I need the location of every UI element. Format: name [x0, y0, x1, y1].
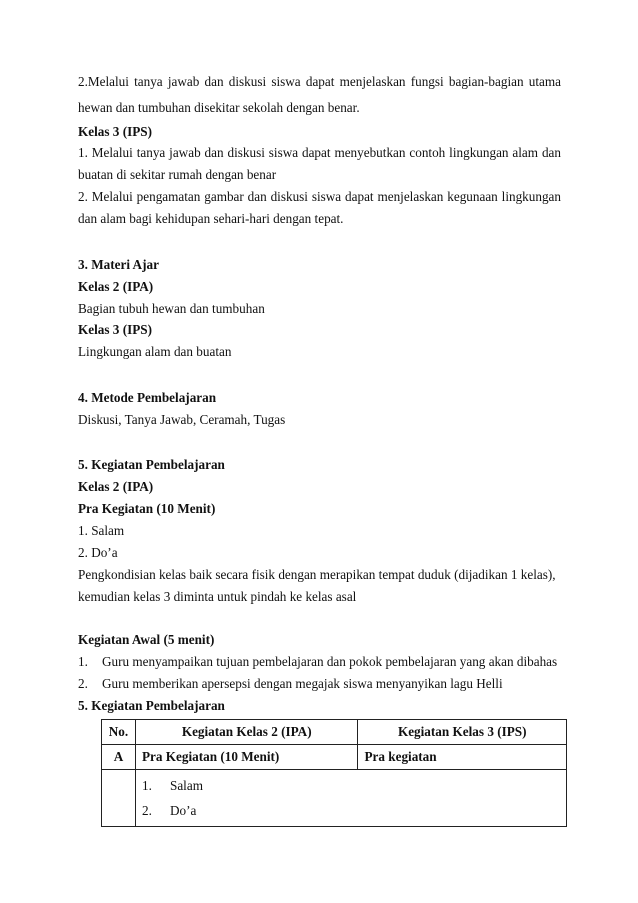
class-heading: Kelas 3 (IPS): [78, 322, 152, 337]
objective-line: 2. Melalui pengamatan gambar dan diskusi siswa dapat menjelaskan kegunaan lingkungan: [78, 189, 561, 204]
item-text: Do’a: [169, 803, 197, 818]
class-heading: Kelas 3 (IPS): [78, 124, 152, 139]
materi-text: Lingkungan alam dan buatan: [78, 344, 232, 359]
item-number: 2.: [78, 676, 88, 691]
activity-table: [101, 719, 567, 827]
list-item: 1. Salam: [78, 523, 125, 538]
item-text: Guru memberikan apersepsi dengan megajak siswa menyanyikan lagu Helli: [102, 676, 503, 691]
item-number: 2.: [141, 803, 152, 818]
section-heading-kegiatan: 5. Kegiatan Pembelajaran: [78, 457, 225, 472]
cell-kelas-3: Pra kegiatan: [358, 745, 567, 770]
materi-text: Bagian tubuh hewan dan tumbuhan: [78, 301, 265, 316]
section-heading-materi: 3. Materi Ajar: [78, 257, 159, 272]
item-text: Guru menyampaikan tujuan pembelajaran dan pokok pembelajaran yang akan dibahas: [102, 654, 558, 669]
row-number-empty: [102, 770, 136, 827]
section-heading-kegiatan: 5. Kegiatan Pembelajaran: [78, 698, 225, 713]
objective-line: 2.Melalui tanya jawab dan diskusi siswa dapat menjelaskan fungsi bagian-bagian utama: [78, 74, 561, 89]
subheading-kegiatan-awal: Kegiatan Awal (5 menit): [78, 632, 215, 647]
item-text: Salam: [169, 778, 203, 793]
class-heading: Kelas 2 (IPA): [78, 479, 154, 494]
cell-sub-items: [135, 770, 566, 827]
list-item: 2. Do’a: [78, 545, 118, 560]
header-no: No.: [102, 720, 136, 745]
objective-line: dan alam bagi kehidupan sehari-hari dengan tepat.: [78, 211, 344, 226]
list-item: [142, 798, 560, 823]
objective-line: hewan dan tumbuhan disekitar sekolah dengan benar.: [78, 100, 360, 115]
table-row: [102, 745, 567, 770]
table-header-row: [102, 720, 567, 745]
metode-text: Diskusi, Tanya Jawab, Ceramah, Tugas: [78, 412, 286, 427]
list-item: [142, 773, 560, 798]
class-heading: Kelas 2 (IPA): [78, 279, 154, 294]
numbered-item: [78, 654, 561, 670]
table-row: [102, 770, 567, 827]
item-number: 1.: [141, 778, 152, 793]
objective-line: 1. Melalui tanya jawab dan diskusi siswa dapat menyebutkan contoh lingkungan alam dan: [78, 145, 561, 160]
item-number: 1.: [78, 654, 88, 669]
section-heading-metode: 4. Metode Pembelajaran: [78, 390, 217, 405]
paragraph-line: Pengkondisian kelas baik secara fisik dengan merapikan tempat duduk (dijadikan 1 kelas),: [78, 567, 556, 582]
paragraph-line: kemudian kelas 3 diminta untuk pindah ke kelas asal: [78, 589, 357, 604]
header-kelas-2: Kegiatan Kelas 2 (IPA): [135, 720, 357, 745]
subheading-pra-kegiatan: Pra Kegiatan (10 Menit): [78, 501, 216, 516]
row-number: A: [102, 745, 136, 770]
objective-line: buatan di sekitar rumah dengan benar: [78, 167, 277, 182]
cell-kelas-2: Pra Kegiatan (10 Menit): [135, 745, 357, 770]
header-kelas-3: Kegiatan Kelas 3 (IPS): [358, 720, 567, 745]
numbered-item: [78, 676, 561, 692]
